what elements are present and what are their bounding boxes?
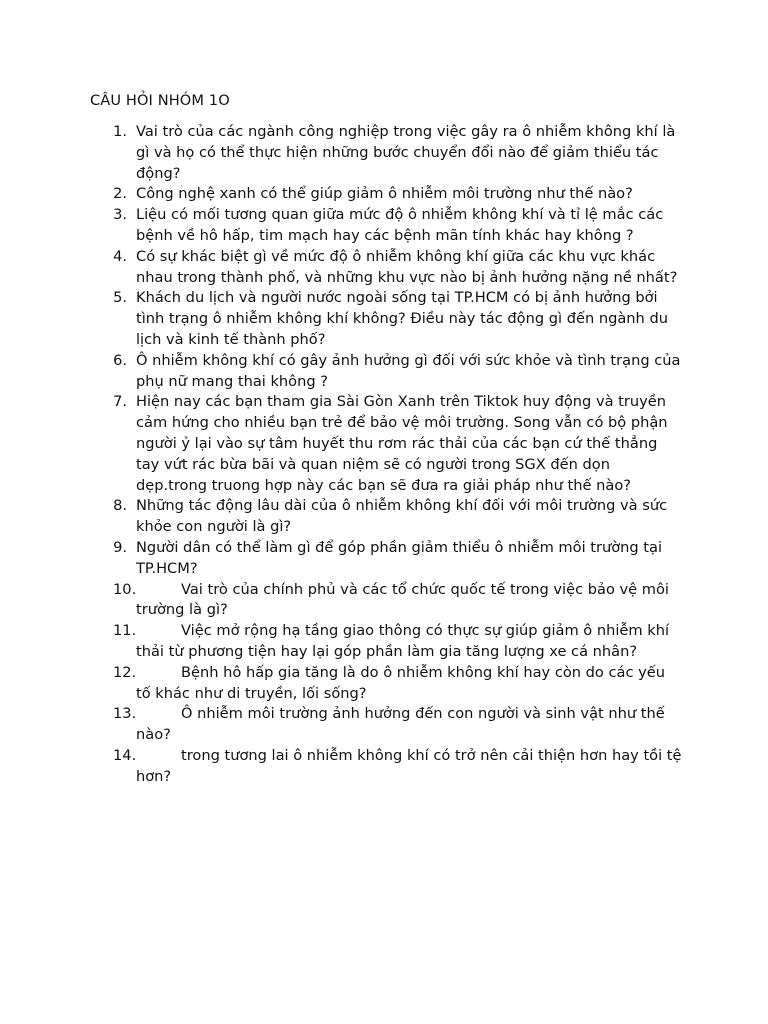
question-text-content: Hiện nay các bạn tham gia Sài Gòn Xanh trên Tiktok huy động và truyền cảm hứng cho nhiều bạn trẻ để bảo vệ môi trường. Song vẫn có bộ phận người ỷ lại vào sự tâm huyết thu rơm rác thải của các bạn cứ thế thẳng tay vứt rác bừa bãi và quan niệm sẽ có người trong SGX đến dọn dẹp.trong truong hợp này các bạn sẽ đưa ra giải pháp như thế nào? bbox=[136, 393, 668, 494]
question-item bbox=[90, 621, 682, 663]
question-text bbox=[136, 581, 669, 619]
question-number: 14. bbox=[113, 746, 137, 764]
question-text bbox=[136, 123, 675, 182]
question-number: 2. bbox=[113, 185, 127, 203]
question-text bbox=[136, 289, 668, 348]
question-item bbox=[90, 205, 682, 247]
question-number: 6. bbox=[113, 351, 127, 369]
question-text-content: Người dân có thể làm gì để góp phần giảm thiểu ô nhiễm môi trường tại TP.HCM? bbox=[136, 538, 663, 577]
question-text-content: Bệnh hô hấp gia tăng là do ô nhiễm không khí hay còn do các yếu tố khác như di truyền, lối sống? bbox=[136, 663, 665, 702]
question-text-content: Việc mở rộng hạ tầng giao thông có thực sự giúp giảm ô nhiễm khí thải từ phương tiện hay lại góp phần làm gia tăng lượng xe cá nhân? bbox=[136, 622, 670, 660]
question-number: 13. bbox=[113, 705, 137, 723]
question-item bbox=[90, 122, 682, 184]
question-number: 12. bbox=[113, 663, 137, 681]
question-list bbox=[90, 122, 682, 788]
question-item bbox=[90, 496, 682, 538]
question-text bbox=[136, 539, 662, 577]
question-item bbox=[90, 538, 682, 580]
question-text bbox=[136, 185, 633, 202]
question-text-content: Ô nhiễm môi trường ảnh hưởng đến con người và sinh vật như thế nào? bbox=[136, 705, 665, 744]
question-text-content: Khách du lịch và người nước ngoài sống tại TP.HCM có bị ảnh hưởng bởi tình trạng ô nhiễm không khí không? Điều này tác động gì đến ngành du lịch và kinh tế thành phố? bbox=[136, 289, 668, 348]
question-text bbox=[136, 497, 667, 535]
question-text-content: Liệu có mối tương quan giữa mức độ ô nhiễm không khí và tỉ lệ mắc các bệnh về hô hấp, tim mạch hay các bệnh mãn tính khác hay không ? bbox=[136, 206, 664, 244]
question-text bbox=[136, 248, 677, 286]
question-item bbox=[90, 704, 682, 746]
question-text-content: Ô nhiễm không khí có gây ảnh hưởng gì đối với sức khỏe và tình trạng của phụ nữ mang thai không ? bbox=[136, 351, 681, 390]
question-text bbox=[136, 705, 665, 743]
question-number: 8. bbox=[113, 497, 127, 515]
document-title: CÂU HỎI NHÓM 1O bbox=[90, 92, 230, 109]
question-item bbox=[90, 663, 682, 705]
question-text-content: Vai trò của chính phủ và các tổ chức quốc tế trong việc bảo vệ môi trường là gì? bbox=[136, 580, 669, 619]
question-number: 1. bbox=[113, 123, 127, 140]
question-text bbox=[136, 622, 669, 660]
question-text-content: Những tác động lâu dài của ô nhiễm không khí đối với môi trường và sức khỏe con người là gì? bbox=[136, 497, 668, 536]
question-number: 5. bbox=[113, 289, 127, 307]
question-text bbox=[136, 664, 665, 702]
question-number: 10. bbox=[113, 580, 137, 598]
question-number: 9. bbox=[113, 538, 127, 556]
question-number: 11. bbox=[113, 622, 137, 640]
question-text-content: Có sự khác biệt gì về mức độ ô nhiễm không khí giữa các khu vực khác nhau trong thành phố, và những khu vực nào bị ảnh hưởng nặng nề nhất? bbox=[136, 247, 678, 286]
question-text bbox=[136, 206, 663, 244]
question-text-content: Vai trò của các ngành công nghiệp trong việc gây ra ô nhiễm không khí là gì và họ có thể thực hiện những bước chuyển đổi nào để giảm thiểu tác động? bbox=[136, 123, 676, 182]
question-item bbox=[90, 392, 682, 496]
question-item bbox=[90, 351, 682, 393]
question-text bbox=[136, 747, 681, 785]
question-item bbox=[90, 288, 682, 350]
question-text bbox=[136, 393, 668, 493]
question-item bbox=[90, 184, 682, 205]
question-text-content: Công nghệ xanh có thể giúp giảm ô nhiễm môi trường như thế nào? bbox=[136, 185, 633, 203]
question-number: 3. bbox=[113, 206, 127, 224]
question-number: 7. bbox=[113, 393, 127, 411]
question-text-content: trong tương lai ô nhiễm không khí có trở nên cải thiện hơn hay tồi tệ hơn? bbox=[136, 746, 682, 785]
question-text bbox=[136, 352, 680, 390]
question-number: 4. bbox=[113, 247, 127, 265]
question-item bbox=[90, 746, 682, 788]
question-item bbox=[90, 247, 682, 289]
question-item bbox=[90, 580, 682, 622]
